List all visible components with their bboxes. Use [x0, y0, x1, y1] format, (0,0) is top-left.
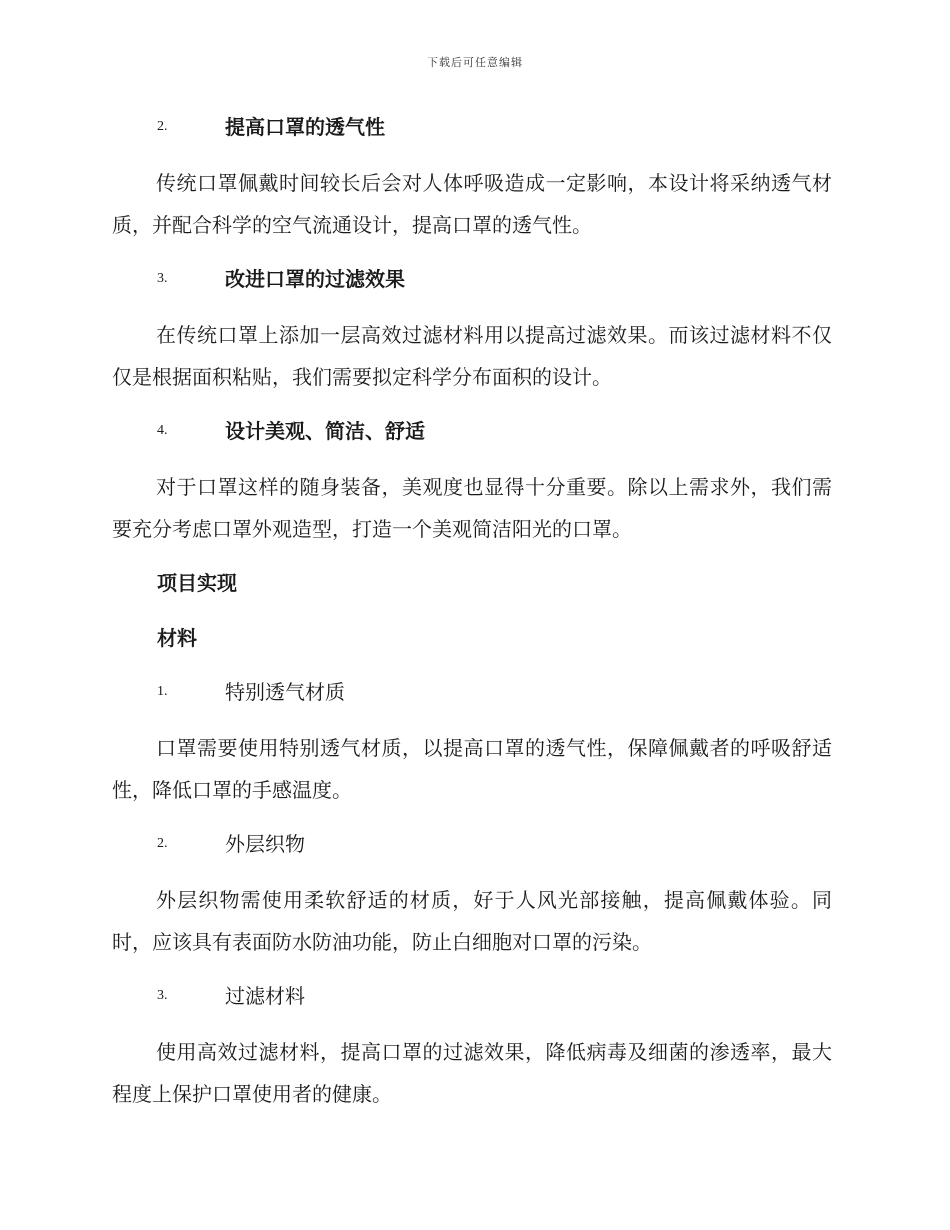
heading-number: 3. [157, 988, 168, 1003]
paragraph: 口罩需要使用特别透气材质，以提高口罩的透气性，保障佩戴者的呼吸舒适性，降低口罩的手感温度。 [112, 736, 832, 802]
section-heading: 材料 [157, 626, 197, 650]
heading-number: 3. [157, 271, 168, 286]
section-heading: 项目实现 [157, 571, 237, 595]
heading-number: 1. [157, 684, 168, 699]
heading-label: 外层织物 [225, 832, 305, 856]
paragraph: 对于口罩这样的随身装备，美观度也显得十分重要。除以上需求外，我们需要充分考虑口罩外观造型，打造一个美观简洁阳光的口罩。 [112, 475, 832, 541]
paragraph: 使用高效过滤材料，提高口罩的过滤效果，降低病毒及细菌的渗透率，最大程度上保护口罩使用者的健康。 [112, 1040, 832, 1106]
heading-number: 4. [157, 423, 168, 438]
paragraph: 在传统口罩上添加一层高效过滤材料用以提高过滤效果。而该过滤材料不仅仅是根据面积粘贴，我们需要拟定科学分布面积的设计。 [112, 323, 832, 389]
heading-number: 2. [157, 119, 168, 134]
heading-label: 改进口罩的过滤效果 [225, 267, 405, 291]
paragraph: 外层织物需使用柔软舒适的材质，好于人风光部接触，提高佩戴体验。同时，应该具有表面防水防油功能，防止白细胞对口罩的污染。 [112, 888, 832, 954]
heading-label: 提高口罩的透气性 [225, 115, 385, 139]
page-header: 下载后可任意编辑 [427, 56, 523, 69]
paragraph: 传统口罩佩戴时间较长后会对人体呼吸造成一定影响，本设计将采纳透气材质，并配合科学的空气流通设计，提高口罩的透气性。 [112, 171, 832, 237]
heading-label: 特别透气材质 [225, 680, 345, 704]
heading-label: 设计美观、简洁、舒适 [225, 419, 425, 443]
heading-label: 过滤材料 [225, 984, 305, 1008]
heading-number: 2. [157, 836, 168, 851]
